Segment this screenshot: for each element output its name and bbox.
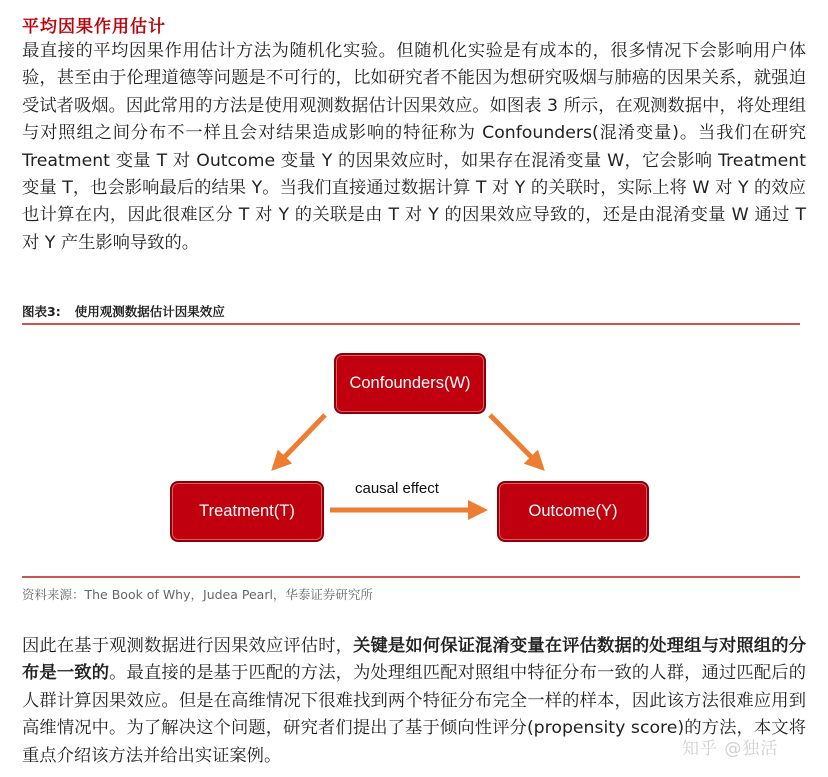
figure-bottom-rule — [22, 576, 800, 578]
body-paragraph-part2: 。最直接的是基于匹配的方法，为处理组匹配对照组中特征分布一致的人群，通过匹配后的人群计算因果效应。但是在高维情况下很难找到两个特征分布完全一样的样本，因此该方法很难应用到高维情况中。为了解决这个问题，研究者们提出了基于倾向性评分(propensity score)的方法，本文将重点介绍该方法并给出实证案例。 — [22, 663, 806, 766]
node-outcome: Outcome(Y) — [497, 481, 649, 542]
figure-caption-label: 图表3: — [22, 304, 61, 319]
intro-paragraph: 最直接的平均因果作用估计方法为随机化实验。但随机化实验是有成本的，很多情况下会影响用户体验，甚至由于伦理道德等问题是不可行的，比如研究者不能因为想研究吸烟与肺癌的因果关系，就强迫受试者吸烟。因此常用的方法是使用观测数据估计因果效应。如图表 3 所示，在观测数据中，将处理组与对照组之间分布不一样且会对结果造成影响的特征称为 Confounders(混淆变量)。当我们在研究 Treatment 变量 T 对 Outcome 变量 Y 的因果效应时，如果存在混淆变量 W，它会影响 Treatment 变量 T，也会影响最后的结果 Y。当我们直接通过数据计算 T 对 Y 的关联时，实际上将 W 对 Y 的效应也计算在内，因此很难区分 T 对 Y 的关联是由 T 对 Y 的因果效应导致的，还是由混淆变量 W 通过 T 对 Y 产生影响导致的。 — [22, 41, 806, 253]
watermark: 知乎 @独活 — [682, 739, 779, 759]
causal-diagram — [0, 340, 828, 570]
node-confounders: Confounders(W) — [334, 353, 486, 414]
arrow-confounders-to-outcome — [490, 415, 542, 468]
figure-caption-text: 使用观测数据估计因果效应 — [74, 304, 225, 319]
figure-top-rule — [22, 323, 800, 325]
arrow-confounders-to-treatment — [274, 415, 325, 468]
body-paragraph-part1: 因此在基于观测数据进行因果效应评估时， — [22, 636, 354, 656]
figure-caption — [22, 302, 225, 320]
section-title: 平均因果作用估计 — [22, 17, 166, 37]
body-paragraph-key-point: 关键是如何保证混淆变量在评估数据的处理组与对照组的分布是一致的 — [22, 636, 806, 684]
node-treatment: Treatment(T) — [170, 481, 324, 542]
figure-source: 资料来源：The Book of Why，Judea Pearl，华泰证券研究所 — [22, 587, 373, 602]
edge-label-causal-effect: causal effect — [355, 480, 439, 497]
